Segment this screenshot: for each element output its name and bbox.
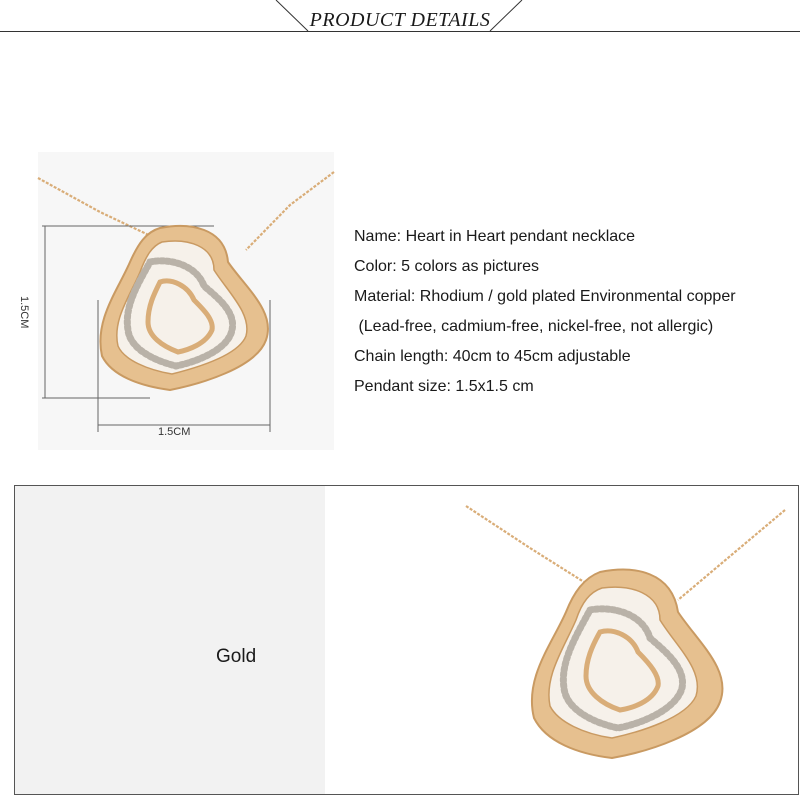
- spec-material: Material: Rhodium / gold plated Environmental copper: [354, 288, 736, 305]
- dimension-width-label: 1.5CM: [158, 426, 191, 438]
- dimension-height-label: 1.5CM: [18, 296, 30, 329]
- color-option-name: Gold: [216, 646, 257, 667]
- spec-color: Color: 5 colors as pictures: [354, 258, 539, 275]
- spec-name: Name: Heart in Heart pendant necklace: [354, 228, 636, 245]
- spec-chain-length: Chain length: 40cm to 45cm adjustable: [354, 348, 631, 365]
- spec-material-note: (Lead-free, cadmium-free, nickel-free, not allergic): [354, 318, 714, 335]
- spec-pendant-size: Pendant size: 1.5x1.5 cm: [354, 378, 534, 395]
- page-title: PRODUCT DETAILS: [309, 9, 491, 31]
